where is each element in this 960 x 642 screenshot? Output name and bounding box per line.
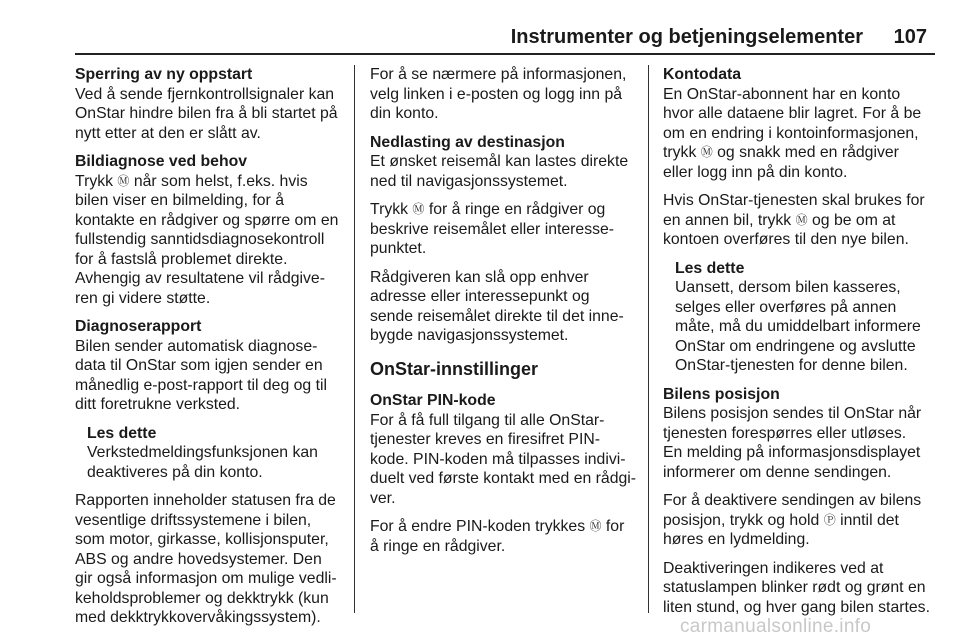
- text-line: beskrive reisemålet eller interesse-: [370, 220, 615, 238]
- text-line: Uansett, dersom bilen kasseres,: [675, 279, 901, 296]
- text-line: data til OnStar som igjen sender en: [75, 357, 323, 374]
- text-line: velg linken i e-posten og logg inn på: [370, 85, 623, 103]
- text-line: adresse eller interessepunkt og: [370, 288, 590, 305]
- text-line: Hvis OnStar-tjenesten skal brukes for: [663, 192, 925, 209]
- text-line: for å fastslå problemet direkte.: [75, 250, 288, 268]
- text-line: Avhengig av resultatene vil rådgive-: [75, 270, 325, 287]
- advisor-button-icon: Ⓜ: [700, 145, 713, 159]
- chapter-title: Instrumenter og betjeningselementer: [510, 26, 863, 48]
- text-line: punktet.: [370, 240, 427, 257]
- column-3: [663, 65, 931, 626]
- text-line: din konto.: [370, 105, 439, 122]
- column-divider-2: [648, 65, 649, 613]
- text-line: liten stund, og hver gang bilen startes.: [663, 598, 930, 616]
- pin-change-paragraph: [370, 517, 638, 556]
- indicator-paragraph: [663, 559, 931, 618]
- section-start-block: [75, 65, 343, 143]
- text-line: Bilen sender automatisk diagnose-: [75, 337, 318, 355]
- text-line: ned til navigasjonssystemet.: [370, 172, 568, 190]
- text-line: kontakte en rådgiver og spørre om en: [75, 211, 339, 229]
- press-paragraph: [370, 200, 638, 259]
- column-divider-1: [354, 65, 355, 613]
- text-line: Et ønsket reisemål kan lastes direkte: [370, 153, 629, 170]
- text-line: som motor, girkasse, kollisjonsputer,: [75, 531, 329, 548]
- text-line: måte, må du umiddelbart informere: [675, 318, 921, 335]
- text-line: kode. PIN-koden må tilpasses indivi-: [370, 450, 626, 468]
- text-line: OnStar om endringene og avslutte: [675, 337, 916, 355]
- text-line: Rådgiveren kan slå opp enhver: [370, 268, 589, 286]
- section-pin-block: [370, 391, 638, 508]
- text-line: høres en lydmelding.: [663, 531, 810, 548]
- text-line: Verkstedmeldingsfunksjonen kan: [87, 444, 318, 461]
- info-paragraph: [370, 65, 638, 124]
- text-line: ren gi videre støtte.: [75, 289, 211, 307]
- text-line: Trykk Ⓜ for å ringe en rådgiver og: [370, 201, 606, 218]
- text-line: OnStar-tjenesten for denne bilen.: [675, 357, 908, 374]
- text-line: ver.: [370, 489, 396, 507]
- text-line: månedlig e-post-rapport til deg og til: [75, 376, 328, 394]
- note-box: [75, 424, 343, 483]
- text-line: keholdsproblemer og dekktrykk (kun: [75, 589, 329, 607]
- section-heading: OnStar PIN-kode: [370, 392, 496, 409]
- deactivate-paragraph: [663, 491, 931, 550]
- section-heading: Sperring av ny oppstart: [75, 66, 253, 83]
- header-rule: [75, 53, 935, 55]
- note-heading: Les dette: [87, 424, 157, 442]
- text-line: deaktiveres på din konto.: [87, 463, 263, 481]
- text-line: For å endre PIN-koden trykkes Ⓜ for: [370, 518, 625, 535]
- section-heading: Diagnoserapport: [75, 318, 202, 335]
- text-line: Bilens posisjon sendes til OnStar når: [663, 405, 922, 422]
- text-line: sende reisemålet direkte til det inne-: [370, 307, 624, 325]
- report-paragraph: [75, 491, 343, 628]
- text-line: En melding på informasjonsdisplayet: [663, 444, 921, 461]
- advisor-button-icon: Ⓜ: [412, 202, 425, 216]
- text-line: ABS og andre hovedsystemer. Den: [75, 550, 322, 568]
- text-line: om en endring i kontoinformasjonen,: [663, 124, 919, 142]
- text-line: En OnStar-abonnent har en konto: [663, 85, 901, 103]
- text-line: tjenesten forespørres eller utløses.: [663, 424, 907, 442]
- text-line: nytt etter at den er slått av.: [75, 124, 261, 142]
- section-heading: Bilens posisjon: [663, 385, 780, 403]
- chapter-subheading: OnStar-innstillinger: [370, 358, 539, 379]
- text-line: hvor alle dataene blir lagret. For å be: [663, 105, 922, 122]
- text-line: eller logg inn på din konto.: [663, 163, 848, 181]
- text-line: For å få full tilgang til alle OnStar-: [370, 411, 605, 429]
- advisor-button-icon: Ⓜ: [795, 212, 808, 227]
- text-line: trykk Ⓜ og snakk med en rådgiver: [663, 144, 899, 161]
- section-diagnosis-block: [75, 152, 343, 308]
- page-number: 107: [893, 26, 927, 48]
- text-line: OnStar hindre bilen fra å bli startet på: [75, 105, 338, 122]
- text-line: statuslampen blinker rødt og grønt en: [663, 579, 926, 596]
- note-box: [663, 259, 931, 376]
- text-line: Deaktiveringen indikeres ved at: [663, 559, 884, 577]
- text-line: informerer om denne sendingen.: [663, 463, 892, 481]
- section-destination-block: [370, 133, 638, 192]
- text-line: posisjon, trykk og hold Ⓟ inntil det: [663, 511, 899, 529]
- text-line: Trykk Ⓜ når som helst, f.eks. hvis: [75, 172, 308, 190]
- text-line: tjenester kreves en firesifret PIN-: [370, 431, 601, 448]
- page-header: [75, 0, 935, 50]
- section-position-block: [663, 385, 931, 483]
- section-report-block: [75, 317, 343, 415]
- text-line: For å deaktivere sendingen av bilens: [663, 492, 922, 509]
- text-line: bilen viser en bilmelding, for å: [75, 192, 284, 209]
- text-line: selges eller overføres på annen: [675, 298, 897, 316]
- text-line: vesentlige driftssystemene i bilen,: [75, 511, 312, 529]
- section-heading: Bildiagnose ved behov: [75, 153, 248, 170]
- section-heading: Nedlasting av destinasjon: [370, 133, 565, 151]
- text-line: gir også informasjon om mulige vedli-: [75, 570, 337, 587]
- text-line: ditt foretrukne verksted.: [75, 396, 241, 413]
- text-line: For å se nærmere på informasjonen,: [370, 66, 627, 83]
- text-line: med dekktrykkovervåkingssystem).: [75, 609, 321, 626]
- watermark: carmanualsonline.info: [680, 616, 872, 637]
- advisor-button-icon: Ⓜ: [117, 173, 130, 188]
- text-line: duelt ved første kontakt med en rådgi-: [370, 470, 637, 487]
- privacy-button-icon: Ⓟ: [823, 512, 836, 527]
- column-2: [370, 65, 638, 565]
- note-heading: Les dette: [675, 259, 745, 277]
- text-line: Rapporten inneholder statusen fra de: [75, 492, 336, 509]
- text-line: kontoen overføres til den nye bilen.: [663, 231, 909, 248]
- advisor-button-icon: Ⓜ: [589, 519, 602, 533]
- text-line: bygde navigasjonssystemet.: [370, 327, 569, 344]
- text-line: å ringe en rådgiver.: [370, 537, 506, 555]
- text-line: Ved å sende fjernkontrollsignaler kan: [75, 85, 335, 103]
- text-line: en annen bil, trykk Ⓜ og be om at: [663, 211, 896, 229]
- transfer-paragraph: [663, 191, 931, 250]
- section-account-block: [663, 65, 931, 182]
- advisor-paragraph: [370, 268, 638, 346]
- column-1: [75, 65, 343, 637]
- text-line: fullstendig sanntidsdiagnosekontroll: [75, 231, 325, 248]
- section-heading: Kontodata: [663, 66, 742, 83]
